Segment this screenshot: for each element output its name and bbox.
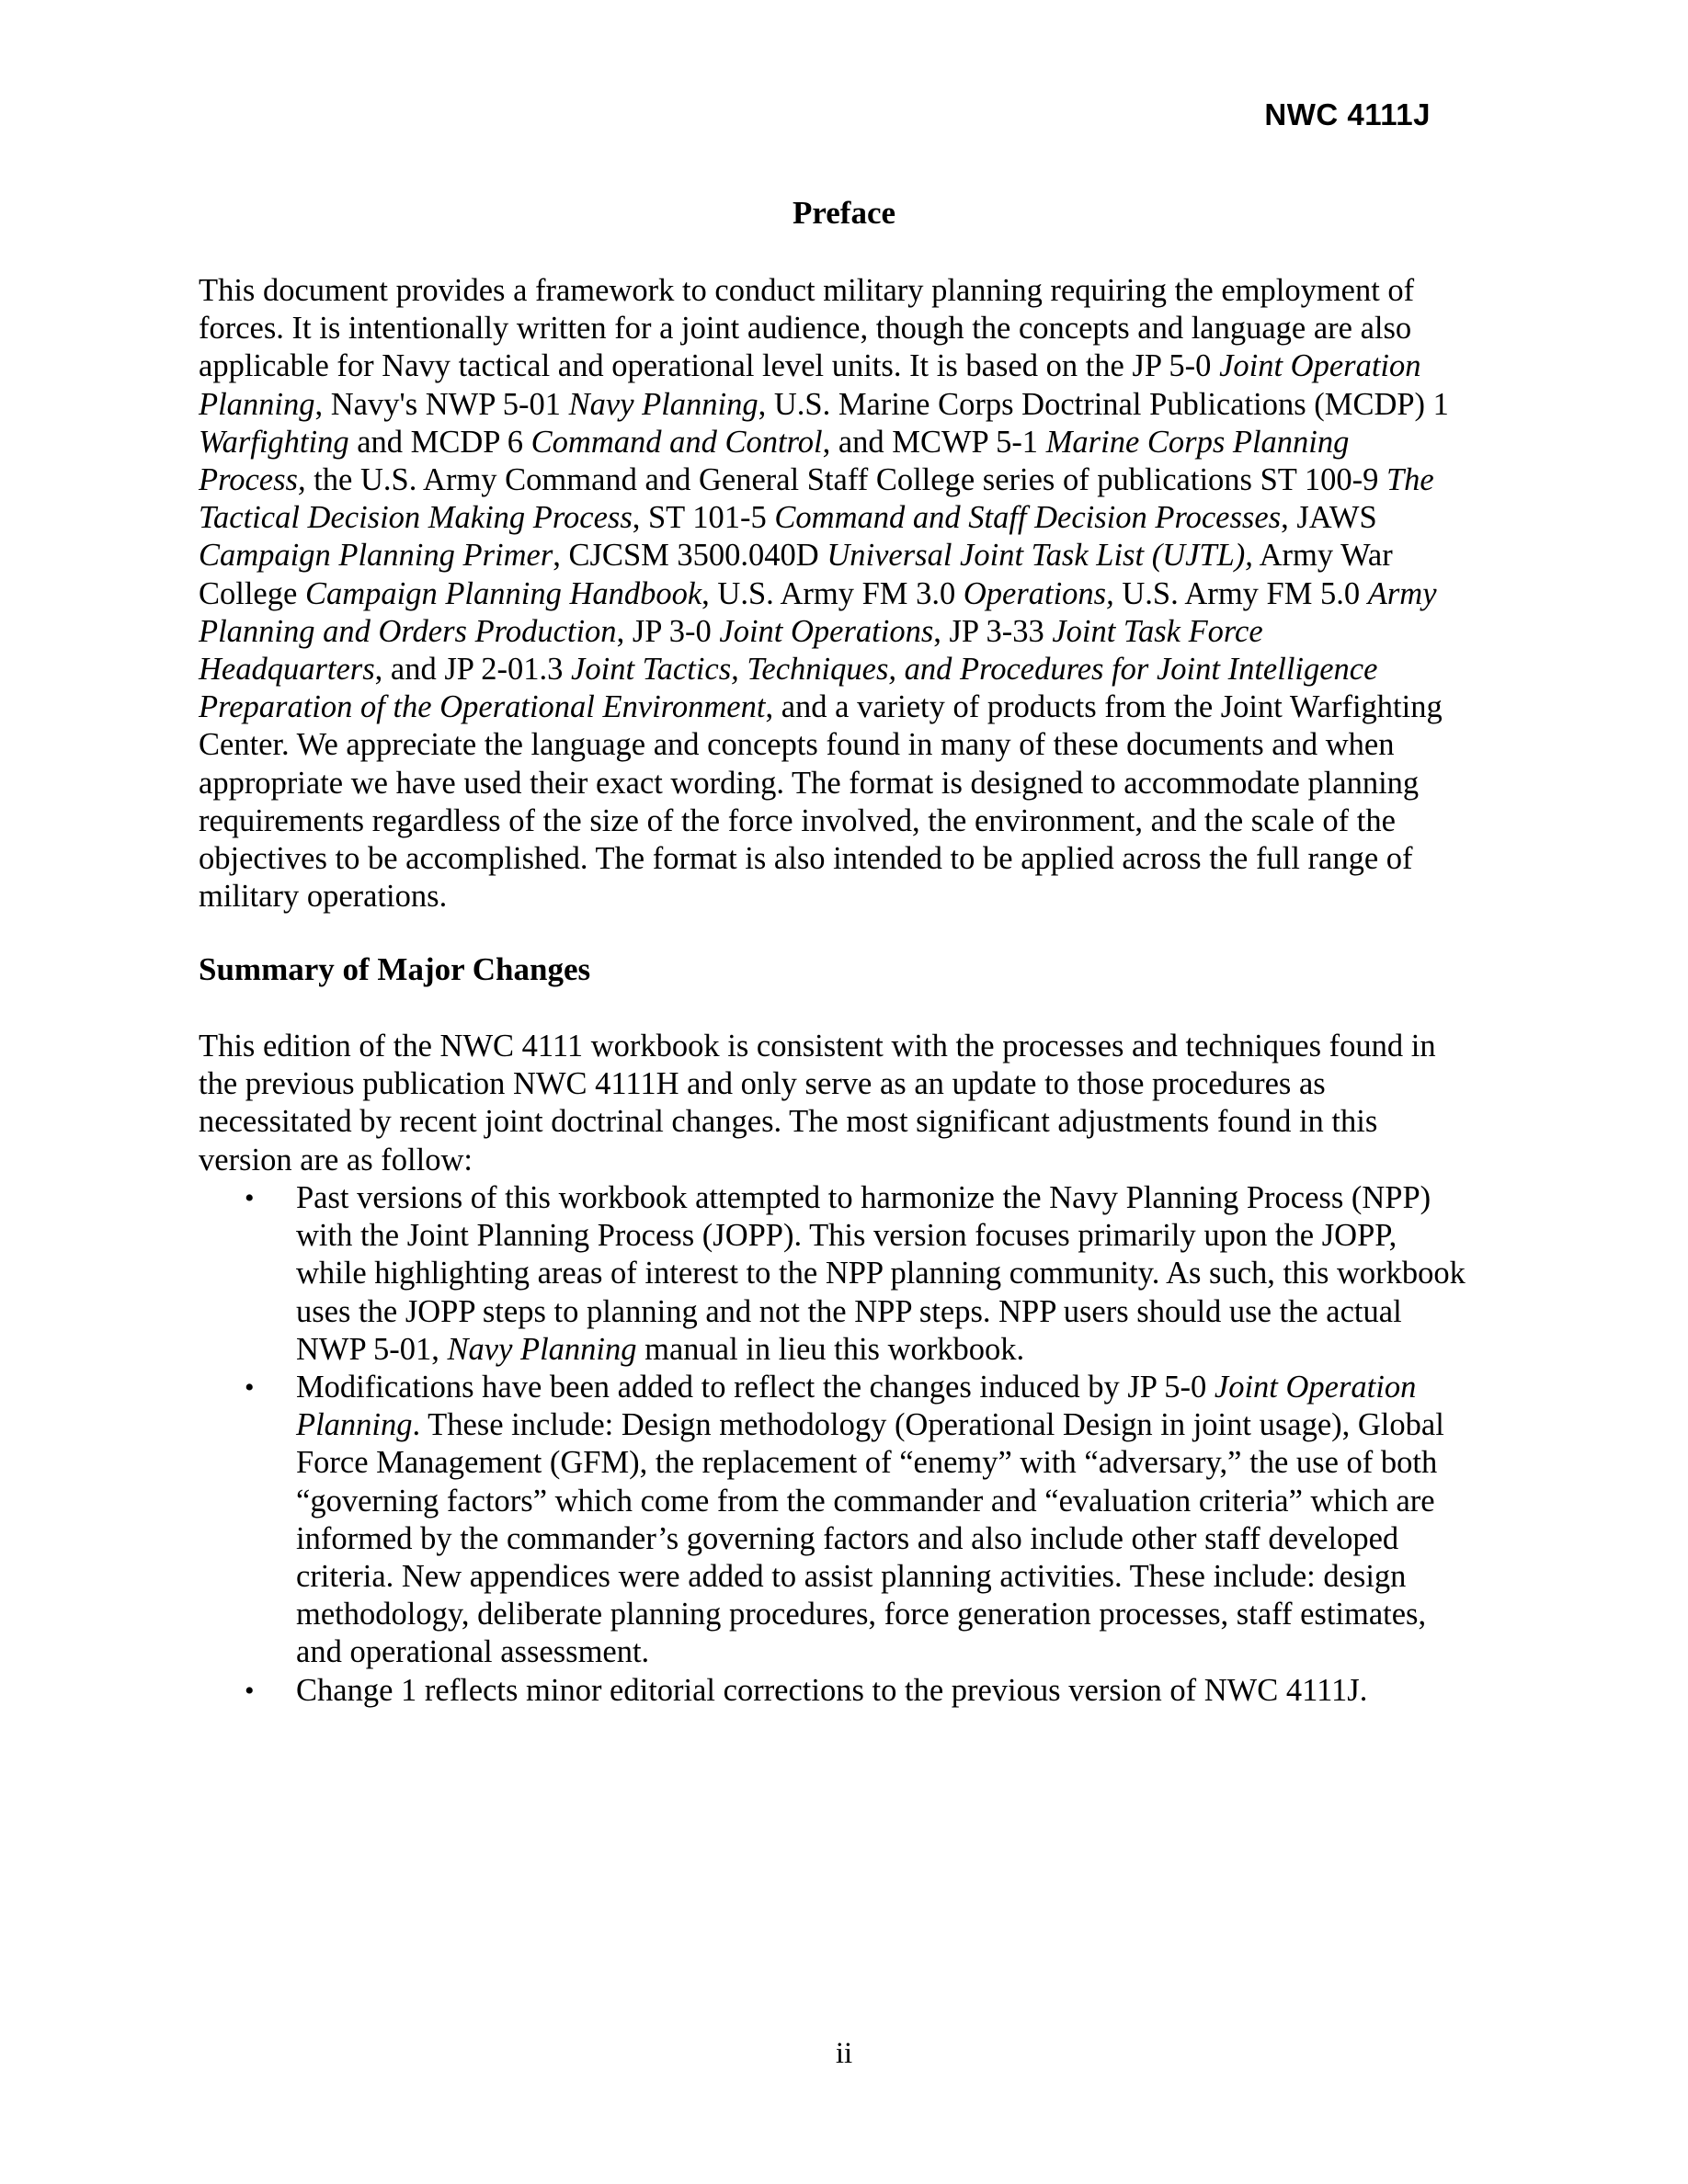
preface-italic-ref: Command and Staff Decision Processes: [774, 500, 1282, 536]
preface-italic-ref: Universal Joint Task List (UJTL),: [827, 538, 1253, 574]
preface-text: the U.S. Army Command and General Staff College series of publications ST 100-9: [305, 462, 1386, 498]
list-item-text: Past versions of this workbook attempted to harmonize the Navy Planning Process (NPP) with the Joint Planning Process (JOPP). This version focuses primarily upon the JOPP, while highlighting areas of interest to the NPP planning community. As such, this workbook uses the JOPP steps to planning and not the NPP steps. NPP users should use the actual NWP 5-01,: [296, 1180, 1466, 1367]
list-item-italic-ref: Joint Operation Planning: [296, 1370, 1417, 1443]
preface-text: , ST 101-5: [632, 500, 775, 536]
page-title: Preface: [792, 195, 896, 231]
section-heading: Summary of Major Changes: [199, 951, 591, 987]
list-item-text: . These include: Design methodology (Operational Design in joint usage), Global Force Management (GFM), the replacement of “enemy” with “adversary,” the use of both “governing factors” which come from the commander and “evaluation criteria” which are informed by the commander’s governing factors and also include other staff developed criteria. New appendices were added to assist planning activities. These include: design methodology, deliberate planning procedures, force generation processes, staff estimates, and operational assessment.: [296, 1407, 1444, 1670]
preface-text: and MCDP 6: [348, 424, 531, 460]
bullet-icon: •: [245, 1372, 255, 1404]
preface-text: , U.S. Marine Corps Doctrinal Publications (MCDP) 1: [758, 386, 1449, 422]
preface-italic-ref: Campaign Planning Primer: [199, 538, 553, 574]
list-item-text: Change 1 reflects minor editorial corrections to the previous version of NWC 4111J.: [296, 1672, 1368, 1708]
preface-italic-ref: Marine Corps Planning Process,: [199, 424, 1350, 498]
preface-italic-ref: Campaign Planning Handbook: [304, 575, 702, 611]
preface-text: U.S. Army FM 5.0: [1113, 575, 1368, 611]
preface-text: , Navy's NWP 5-01: [314, 386, 569, 422]
list-item-italic-ref: Navy Planning: [447, 1331, 637, 1367]
preface-italic-ref: Joint Task Force Headquarters: [199, 613, 1263, 688]
preface-text: , and MCWP 5-1: [822, 424, 1046, 460]
summary-intro-paragraph: This edition of the NWC 4111 workbook is consistent with the processes and techniques found in the previous publication NWC 4111H and only serve as an update to those procedures as necessitated by recent joint doctrinal changes. The most significant adjustments found in this version are as follow:: [199, 1029, 1436, 1177]
preface-italic-ref: The Tactical Decision Making Process: [199, 462, 1434, 536]
preface-italic-ref: Joint Operation Planning: [199, 348, 1421, 422]
preface-text: , U.S. Army FM 3.0: [701, 575, 964, 611]
list-item: [199, 1369, 1467, 1672]
preface-italic-ref: Army Planning and Orders Production: [199, 575, 1437, 649]
preface-text: , JAWS: [1281, 500, 1377, 536]
preface-text: , and JP 2-01.3: [374, 652, 572, 688]
preface-text: , and a variety of products from the Joint Warfighting Center. We appreciate the language and concepts found in many of these documents and when appropriate we have used their exact wording. The format is designed to accommodate planning requirements regardless of the size of the force involved, the environment, and the scale of the objectives to be accomplished. The format is also intended to be applied across the full range of military operations.: [199, 689, 1443, 915]
document-id-header: NWC 4111J: [1264, 97, 1431, 131]
bullet-icon: •: [245, 1675, 255, 1706]
preface-text: This document provides a framework to conduct military planning requiring the employment of forces. It is intentionally written for a joint audience, though the concepts and language are also applicable for Navy tactical and operational level units. It is based on the JP 5-0: [199, 273, 1415, 384]
preface-paragraph: [199, 272, 1449, 916]
preface-italic-ref: Joint Operations: [719, 613, 934, 649]
preface-text: Army War College: [199, 538, 1393, 611]
preface-italic-ref: Warfighting: [199, 424, 349, 460]
preface-italic-ref: Navy Planning: [568, 386, 758, 422]
preface-text: , JP 3-0: [616, 613, 720, 649]
list-item-text: manual in lieu this workbook.: [636, 1331, 1025, 1367]
preface-italic-ref: Operations,: [963, 575, 1114, 611]
preface-italic-ref: Joint Tactics, Techniques, and Procedures for Joint Intelligence Preparation of the Operational Environment: [199, 652, 1378, 725]
list-item: [199, 1179, 1467, 1369]
preface-italic-ref: Command and Control: [530, 424, 823, 460]
preface-text: , CJCSM 3500.040D: [553, 538, 827, 574]
preface-text: , JP 3-33: [933, 613, 1053, 649]
changes-list: [199, 1179, 1467, 1710]
list-item-text: Modifications have been added to reflect the changes induced by JP 5-0: [296, 1370, 1215, 1405]
page-number: ii: [835, 2037, 853, 2070]
list-item: [199, 1672, 1467, 1710]
bullet-icon: •: [245, 1183, 255, 1213]
